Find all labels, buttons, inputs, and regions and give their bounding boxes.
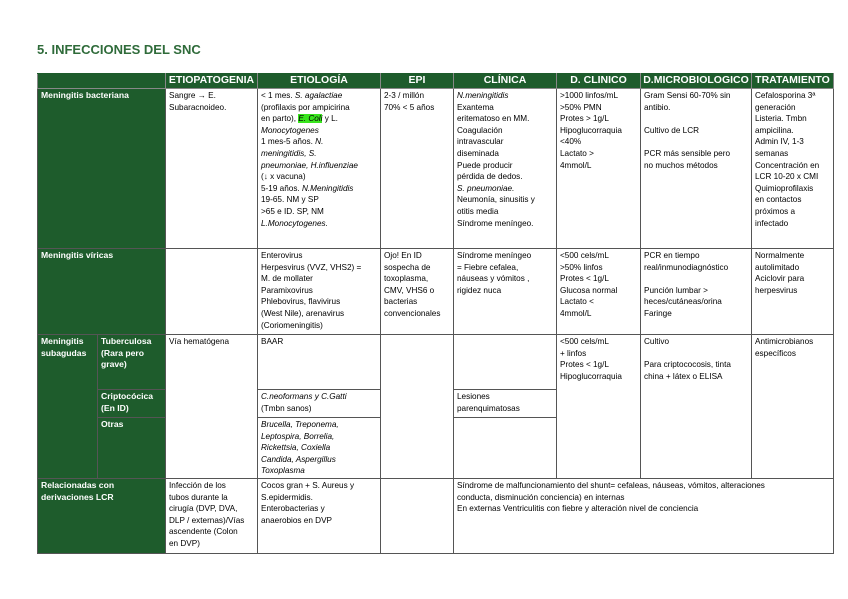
line: (↓ x vacuna) — [261, 172, 306, 182]
cell-sub-dmicro — [641, 335, 752, 479]
line: Faringe — [644, 308, 672, 318]
header-row — [38, 74, 834, 89]
line: (profilaxis por ampicirina — [261, 102, 350, 112]
line: cirugía (DVP, DVA, — [169, 504, 238, 514]
line: derivaciones LCR — [41, 491, 114, 502]
cell-otras-etiologia — [258, 418, 381, 479]
line: tubos durante la — [169, 492, 228, 502]
line: en contactos — [755, 195, 802, 205]
line: semanas — [755, 148, 789, 158]
line: Paramixovirus — [261, 285, 313, 295]
line: >65 e ID. SP, NM — [261, 206, 324, 216]
line: Glucosa normal — [560, 285, 618, 295]
line: <500 cels/mL — [560, 337, 609, 346]
subhead-tuberculosa — [98, 335, 166, 390]
line: Síndrome meníngeo. — [457, 218, 534, 228]
line: DLP / externas)/Vías — [169, 515, 245, 525]
page-title: 5. INFECCIONES DEL SNC — [37, 42, 201, 57]
text: < 1 mes. — [261, 91, 293, 100]
line: 2-3 / millón — [384, 91, 425, 100]
line: Síndrome de malfuncionamiento del shunt= cefaleas, náuseas, vómitos, alteraciones — [457, 480, 765, 490]
text: en parto), — [261, 114, 297, 124]
line: Coagulación — [457, 125, 503, 135]
line: bacterias — [384, 297, 418, 307]
text: 5-19 años. — [261, 183, 300, 193]
line: pneumoniae, H.influenziae — [261, 160, 358, 170]
line: Phlebovirus, flavivirus — [261, 297, 341, 307]
line: meningitidis, S. — [261, 148, 317, 158]
line: Leptospira, Borrelia, — [261, 431, 335, 441]
line: infectado — [755, 218, 789, 228]
line: (West Nile), arenavirus — [261, 308, 345, 318]
row-meningitis-viricas — [38, 249, 834, 335]
cell-cripto-clinica — [454, 390, 557, 418]
cell-bact-tratamiento — [752, 89, 834, 249]
line: CMV, VHS6 o — [384, 285, 435, 295]
line: Lactato < — [560, 297, 594, 307]
cell-sub-dclinico — [557, 335, 641, 479]
line: 70% < 5 años — [384, 102, 435, 112]
line: náuseas y vómitos , — [457, 274, 530, 284]
line: heces/cutáneas/orina — [644, 297, 722, 307]
line: = Fiebre cefalea, — [457, 262, 519, 272]
cell-bact-etiopatogenia — [166, 89, 258, 249]
line — [261, 136, 377, 148]
spacer — [644, 348, 748, 360]
line: M. de mollater — [261, 274, 313, 284]
line: autolimitado — [755, 262, 800, 272]
line: Listeria. Tmbn — [755, 114, 807, 124]
line: ascendente (Colon — [169, 527, 238, 537]
cell-tb-clinica — [454, 335, 557, 390]
line: específicos — [755, 348, 796, 358]
cell-vir-etiopatogenia — [166, 249, 258, 335]
line: antibio. — [644, 102, 671, 112]
line: S. pneumoniae. — [457, 183, 515, 193]
line: conducta, disminución conciencia) en internas — [457, 492, 625, 502]
line: Ojo! En ID — [384, 251, 422, 260]
line: Infección de los — [169, 480, 226, 490]
line: próximos a — [755, 206, 796, 216]
line: Protes < 1g/L — [560, 360, 609, 370]
line: no muchos métodos — [644, 160, 718, 170]
line: Candida, Aspergillus — [261, 454, 336, 464]
line: Protes < 1g/L — [560, 274, 609, 284]
line: Protes > 1g/L — [560, 114, 609, 124]
cell-bact-dclinico — [557, 89, 641, 249]
cell-der-etiopatogenia — [166, 478, 258, 553]
spacer — [644, 113, 748, 125]
line: Cocos gran + S. Aureus y — [261, 480, 355, 490]
cell-vir-etiologia — [258, 249, 381, 335]
line: Toxoplasma — [261, 466, 305, 476]
highlight-ecoli: E. Coli — [298, 114, 323, 124]
line: Lactato > — [560, 148, 594, 158]
line: herpesvirus — [755, 285, 798, 295]
header-dmicro: D.MICROBIOLOGICO — [641, 74, 752, 89]
cell-sub-tratamiento — [752, 335, 834, 479]
line: Relacionadas con — [41, 479, 115, 490]
line: Meningitis — [41, 336, 84, 346]
line: ampicilina. — [755, 125, 794, 135]
line: rigidez nuca — [457, 285, 502, 295]
cell-cripto-etiologia — [258, 390, 381, 418]
cell-bact-etiologia — [258, 89, 381, 249]
line: anaerobios en DVP — [261, 515, 333, 525]
cell-sub-epi — [381, 335, 454, 479]
line: PCR más sensible pero — [644, 148, 731, 158]
line: Antimicrobianos — [755, 337, 814, 346]
line: convencionales — [384, 308, 441, 318]
line: N.meningitidis — [457, 91, 509, 100]
cell-der-epi — [381, 478, 454, 553]
line: china + látex o ELISA — [644, 371, 723, 381]
line: toxoplasma, — [384, 274, 429, 284]
line: real/inmunodiagnóstico — [644, 262, 729, 272]
spacer — [644, 273, 748, 285]
header-clinica: CLÍNICA — [454, 74, 557, 89]
line: Puede producir — [457, 160, 513, 170]
rowhead-bacteriana: Meningitis bacteriana — [38, 89, 166, 249]
line: Concentración en — [755, 160, 820, 170]
line: Síndrome meníngeo — [457, 251, 532, 260]
line: intravascular — [457, 137, 504, 147]
cell-vir-tratamiento — [752, 249, 834, 335]
line: Subaracnoideo. — [169, 102, 227, 112]
header-etiopatogenia: ETIOPATOGENIA — [166, 74, 258, 89]
line: 4mmol/L — [560, 160, 592, 170]
header-tratamiento: TRATAMIENTO — [752, 74, 834, 89]
line: eritematoso en MM. — [457, 114, 530, 124]
cell-vir-epi — [381, 249, 454, 335]
line: PCR en tiempo — [644, 251, 700, 260]
line: <500 cels/mL — [560, 251, 609, 260]
rowhead-viricas: Meningitis víricas — [38, 249, 166, 335]
line: Lesiones — [457, 392, 490, 401]
line: >50% linfos — [560, 262, 603, 272]
cell-der-clinica — [454, 478, 834, 553]
row-derivaciones-lcr — [38, 478, 834, 553]
text: S. agalactiae — [294, 91, 343, 100]
line: >50% PMN — [560, 102, 602, 112]
line: 4mmol/L — [560, 308, 592, 318]
text: y L. — [324, 114, 338, 124]
cell-vir-dmicro — [641, 249, 752, 335]
line: Rickettsia, Coxiella — [261, 443, 331, 453]
cell-vir-dclinico — [557, 249, 641, 335]
line: Hipoglucorraquia — [560, 125, 622, 135]
line: Cefalosporina 3ª — [755, 91, 816, 100]
line: pérdida de dedos. — [457, 172, 523, 182]
line: Quimioprofilaxis — [755, 183, 814, 193]
line: diseminada — [457, 148, 499, 158]
spacer — [644, 136, 748, 148]
text: N. — [315, 137, 324, 147]
subhead-criptococica — [98, 390, 166, 418]
text: 1 mes-5 años. — [261, 137, 313, 147]
line: Neumonía, sinusitis y — [457, 195, 535, 205]
line: Exantema — [457, 102, 494, 112]
line: Gram Sensi 60-70% sin — [644, 91, 731, 100]
line: L.Monocytogenes. — [261, 218, 328, 228]
line: Normalmente — [755, 251, 805, 260]
line: Tuberculosa — [101, 336, 152, 346]
line: Cultivo — [644, 337, 670, 346]
line: Hipoglucorraquia — [560, 371, 622, 381]
line: parenquimatosas — [457, 403, 520, 413]
row-meningitis-bacteriana — [38, 89, 834, 249]
cell-otras-clinica — [454, 418, 557, 479]
header-etiologia: ETIOLOGÍA — [258, 74, 381, 89]
line — [261, 113, 377, 125]
header-blank — [38, 74, 166, 89]
cell-sub-etiopatogenia: Vía hematógena — [166, 335, 258, 479]
line: sospecha de — [384, 262, 431, 272]
subhead-otras: Otras — [98, 418, 166, 479]
cell-bact-clinica — [454, 89, 557, 249]
line: En externas Ventriculitis con fiebre y alteración nivel de conciencia — [457, 504, 699, 514]
snc-infections-table — [37, 73, 834, 554]
cell-der-etiologia — [258, 478, 381, 553]
line: Punción lumbar > — [644, 285, 708, 295]
header-dclinico: D. CLINICO — [557, 74, 641, 89]
line: C.neoformans y C.Gatti — [261, 392, 347, 401]
line: Sangre → E. — [169, 91, 216, 100]
text: N.Meningitidis — [301, 183, 354, 193]
line: Cultivo de LCR — [644, 125, 700, 135]
line: Monocytogenes — [261, 125, 319, 135]
line — [261, 90, 377, 102]
cell-bact-epi — [381, 89, 454, 249]
rowhead-derivaciones — [38, 478, 166, 553]
line: S.epidermidis. — [261, 492, 313, 502]
line: LCR 10-20 x CMI — [755, 172, 819, 182]
line: Criptocócica — [101, 391, 154, 401]
line: + linfos — [560, 348, 587, 358]
line — [261, 183, 377, 195]
line: grave) — [101, 359, 127, 370]
line: otitis media — [457, 206, 499, 216]
line: (En ID) — [101, 402, 129, 413]
cell-bact-dmicro — [641, 89, 752, 249]
line: <40% — [560, 137, 582, 147]
row-subaguda-tuberculosa — [38, 335, 834, 390]
line: generación — [755, 102, 796, 112]
line: Para criptococosis, tinta — [644, 360, 731, 370]
line: Enterobacterias y — [261, 504, 325, 514]
header-epi: EPI — [381, 74, 454, 89]
rowhead-subagudas — [38, 335, 98, 479]
line: subagudas — [41, 347, 87, 358]
line: Enterovirus — [261, 251, 303, 260]
line: (Rara pero — [101, 347, 144, 358]
line: Aciclovir para — [755, 274, 805, 284]
line: Brucella, Treponema, — [261, 420, 339, 429]
cell-tb-etiologia: BAAR — [258, 335, 381, 390]
line: 19-65. NM y SP — [261, 195, 319, 205]
line: Herpesvirus (VVZ, VHS2) = — [261, 262, 362, 272]
line: Admin IV, 1-3 — [755, 137, 804, 147]
cell-vir-clinica — [454, 249, 557, 335]
line: >1000 linfos/mL — [560, 91, 619, 100]
line: (Tmbn sanos) — [261, 403, 312, 413]
line: en DVP) — [169, 538, 200, 548]
line: (Coriomeningitis) — [261, 320, 323, 330]
